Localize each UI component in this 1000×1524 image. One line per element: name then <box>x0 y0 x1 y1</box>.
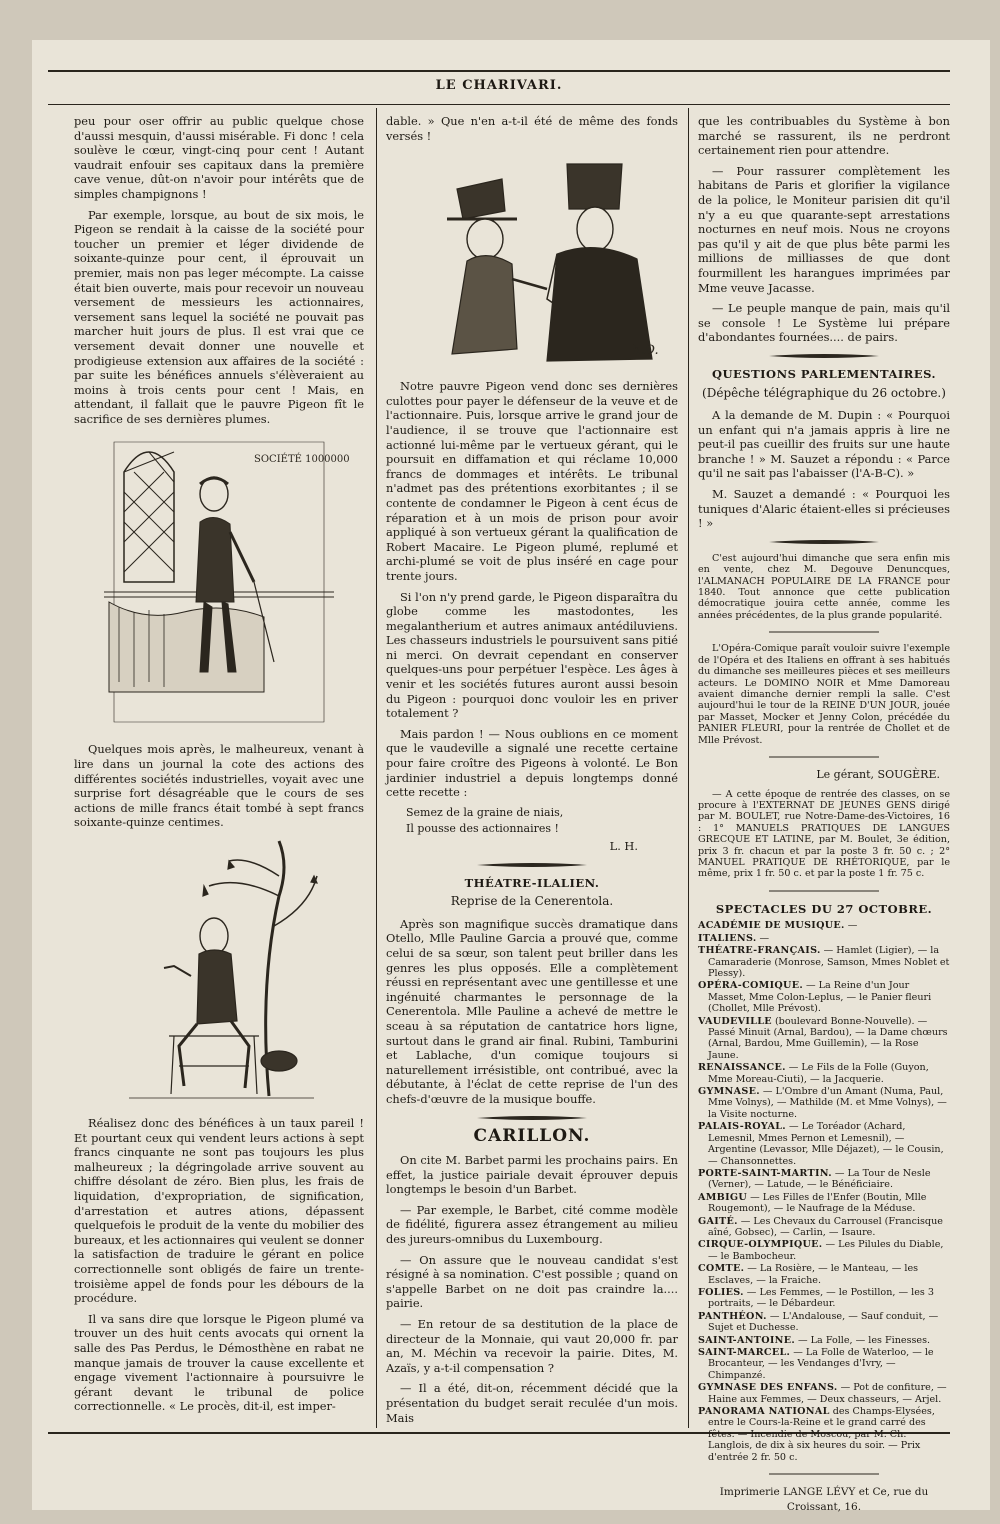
paragraph: — On assure que le nouveau candidat s'est résigné à sa nomination. C'est possible ; quand on s'appelle Barbet on ne doit pas craindre la.... pairie. <box>386 1252 678 1311</box>
section-heading-carillon: CARILLON. <box>473 1125 591 1146</box>
paragraph: L'Opéra-Comique paraît vouloir suivre l'exemple de l'Opéra et des Italiens en offrant à ses habitués du dimanche ses meilleures pièces et ses meilleurs acteurs. Le DOMINO NOIR et Mme Damoreau avaient dimanche dernier rempli la salle. C'est aujourd'hui le tour de la REINE D'UN JOUR, jouée par Masset, Mocker et Jenny Colon, précédée du PANIER FLEURI, pour la rentrée de Chollet et de Mlle Prévost. <box>698 643 950 746</box>
spectacle-theatre-name: GYMNASE DES ENFANS. <box>698 1382 838 1394</box>
printer-imprint: Imprimerie LANGE LÉVY et Ce, rue du Croissant, 16. <box>719 1486 929 1513</box>
gerant-signature: Le gérant, SOUGÈRE. <box>816 767 940 781</box>
paragraph: On cite M. Barbet parmi les prochains pairs. En effet, la justice pairiale devait éprouver depuis longtemps le besoin d'un Barbet. <box>386 1153 678 1197</box>
paragraph: — Il a été, dit-on, récemment décidé que la présentation du budget serait reculée d'un mois. Mais <box>386 1381 678 1425</box>
spectacle-theatre-name: PORTE-SAINT-MARTIN. <box>698 1167 832 1179</box>
section-heading-spectacles: SPECTACLES DU 27 OCTOBRE. <box>715 901 933 916</box>
spectacle-item <box>698 920 950 931</box>
ornament-rule <box>769 1471 879 1477</box>
spectacle-theatre-name: SAINT-ANTOINE. <box>698 1334 795 1346</box>
spectacles-list <box>698 920 950 1463</box>
paragraph: — A cette époque de rentrée des classes, on se procure à l'EXTERNAT DE JEUNES GENS dirigé par M. BOULET, rue Notre-Dame-des-Victoires, 16 : 1° MANUELS PRATIQUES DE LANGUES GRECQUE ET LATINE, par M. Boulet, 3e édition, prix 3 fr. chacun et par la poste 3 fr. 50 c. ; 2° MANUEL PRATIQUE DE RHÉTORIQUE, par le même, prix 1 fr. 50 c. et par la poste 1 fr. 75 c. <box>698 788 950 880</box>
paragraph: C'est aujourd'hui dimanche que sera enfin mis en vente, chez M. Degouve Denuncques, l'ALMANACH POPULAIRE DE LA FRANCE pour 1840. Tout annonce que cette publication démocratique jouira cette année, comme les années précédentes, de la plus grande popularité. <box>698 552 950 621</box>
paragraph: Notre pauvre Pigeon vend donc ses dernières culottes pour payer le défenseur de la veuve et de l'actionnaire. Puis, lorsque arrive le grand jour de l'audience, il se trouve que l'actionnaire est actionné lui-même par le vertueux gérant, qui le poursuit en diffamation et qui réclame 10,000 francs de dommages et intérêts. Le tribunal n'admet pas des prétentions exorbitantes ; il se contente de condamner le Pigeon à cent écus de réparation et à un mois de prison pour avoir appliqué à son vertueux gérant la qualification de Robert Macaire. Le Pigeon plumé, replumé et archi-plumé se voit de plus inséré en cage pour trente jours. <box>386 379 678 583</box>
spectacle-program: — Les Pilules du Diable, — le Bambocheur. <box>708 1239 944 1262</box>
spectacle-item <box>698 945 950 979</box>
spectacle-theatre-name: SAINT-MARCEL. <box>698 1347 791 1358</box>
spectacle-item <box>698 1406 950 1463</box>
spectacle-program: — La Rosière, — le Manteau, — les Esclaves, — la Fraiche. <box>708 1263 919 1286</box>
newspaper-page <box>48 70 950 1513</box>
column-3 <box>698 114 950 1520</box>
spectacle-program: — Hamlet (Ligier), — la Camaraderie (Monrose, Samson, Mmes Noblet et Plessy). <box>708 945 950 979</box>
verse-line: Semez de la graine de niais, <box>406 805 564 819</box>
section-heading-theatre: THÉATRE-ILALIEN. <box>464 875 600 890</box>
spectacle-program: (boulevard Bonne-Nouvelle). — Passé Minuit (Arnal, Bardou), — la Dame chœurs (Arnal, Bardou, Mme Guillemin), — la Rose Jaune. <box>708 1015 948 1061</box>
spectacle-theatre-name: AMBIGU <box>698 1191 748 1203</box>
paragraph: — En retour de sa destitution de la place de directeur de la Monnaie, qui vaut 20,000 fr. par an, M. Méchin va recevoir la pairie. Dites, M. Azaïs, y a-t-il compensation ? <box>386 1317 678 1375</box>
spectacle-item <box>698 1335 950 1346</box>
ornament-rule <box>477 862 587 868</box>
spectacle-theatre-name: CIRQUE-OLYMPIQUE. <box>698 1239 823 1251</box>
paragraph: A la demande de M. Dupin : « Pourquoi un enfant qui n'a jamais appris à lire ne peut-il pas cueillir des fruits sur une haute branche ! » M. Sauzet a répondu : « Parce qu'il ne sait pas l'abaisser (l'A-B-C). » <box>698 408 950 481</box>
ornament-rule <box>477 1115 587 1121</box>
author-initials: L. H. <box>609 839 638 853</box>
paragraph: Mais pardon ! — Nous oublions en ce moment que le vaudeville a signalé une recette certaine pour faire croître des Pigeons à volonté. Le Bon jardinier industriel a depuis longtemps donné cette recette : <box>386 726 678 800</box>
ornament-rule <box>769 539 879 545</box>
verse-line: Il pousse des actionnaires ! <box>406 822 559 836</box>
sign-board-text: SOCIÉTÉ 1000000 <box>254 454 350 466</box>
masthead: LE CHARIVARI. <box>435 78 563 93</box>
illustration-man-under-tree <box>119 836 319 1106</box>
paragraph: dable. » Que n'en a-t-il été de même des fonds versés ! <box>386 114 678 143</box>
paragraph: — Le peuple manque de pain, mais qu'il se console ! Le Système lui prépare d'abondantes fournées.... de pairs. <box>698 301 950 345</box>
paragraph: — Pour rassurer complètement les habitans de Paris et glorifier la vigilance de la police, le Moniteur parisien dit qu'il n'y a eu que quarante-sept arrestations nocturnes en neuf mois. Nous ne croyons pas qu'il y ait de que plus bête parmi les millions de milliasses de que dont fourmillent les harangues imprimées par Mme veuve Jacasse. <box>698 163 950 295</box>
paragraph: Si l'on n'y prend garde, le Pigeon disparaîtra du globe comme les mastodontes, les megalantherium et autres animaux antédiluviens. Les chasseurs industriels le poursuivent sans pitié ni merci. On devrait cependant en conserver quelques-uns pour perpétuer l'espèce. Les âges à venir et les sociétés futures auront aussi besoin du Pigeon : pourquoi donc vouloir les en priver totalement ? <box>386 589 678 721</box>
column-2 <box>386 114 678 1431</box>
ornament-rule <box>769 629 879 635</box>
column-1 <box>74 114 364 1420</box>
spectacle-theatre-name: PANORAMA NATIONAL <box>698 1406 830 1418</box>
spectacle-item <box>698 1287 950 1310</box>
spectacle-program: — Les Femmes, — le Postillon, — les 3 portraits, — le Débardeur. <box>708 1286 934 1310</box>
spectacle-item <box>698 1311 950 1334</box>
spectacle-item <box>698 1263 950 1286</box>
spectacle-theatre-name: FOLIES. <box>698 1286 744 1298</box>
spectacle-program: — Le Toréador (Achard, Lemesnil, Mmes Pernon et Lemesnil), — Argentine (Levassor, Mlle Déjazet), — le Cousin, — Chansonnettes. <box>708 1121 944 1167</box>
spectacle-item <box>698 1216 950 1239</box>
ornament-rule <box>769 754 879 760</box>
column-rule-1 <box>376 108 377 1428</box>
spectacle-program: — La Folle, — les Finesses. <box>794 1334 931 1346</box>
artist-signature: h.D. <box>632 343 659 359</box>
spectacle-theatre-name: GAITÉ. <box>698 1215 738 1227</box>
spectacle-theatre-name: THÉATRE-FRANÇAIS. <box>698 945 821 957</box>
spectacle-item <box>698 1062 950 1085</box>
spectacle-theatre-name: COMTE. <box>698 1263 745 1275</box>
paragraph: Par exemple, lorsque, au bout de six mois, le Pigeon se rendait à la caisse de la société pour toucher un premier et léger dividende de soixante-quinze pour cent, il éprouvait un premier, mais non pas leger mécompte. La caisse était bien ouverte, mais pour recevoir un nouveau versement de messieurs les actionnaires, versement sans lequel la société ne pouvait pas marcher huit jours de plus. Il est vrai que ce versement devait donner une nouvelle et prodigieuse extension aux affaires de la société : par suite les bénéfices annuels s'élèveraient au moins à trois cents pour cent ! Mais, en attendant, il fallait que le pauvre Pigeon fît le sacrifice de ses dernières plumes. <box>74 207 364 426</box>
spectacle-theatre-name: RENAISSANCE. <box>698 1062 786 1074</box>
spectacle-program: — Les Filles de l'Enfer (Boutin, Mlle Rougemont), — le Naufrage de la Méduse. <box>708 1191 927 1215</box>
spectacle-item <box>698 1121 950 1167</box>
section-subheading: Reprise de la Cenerentola. <box>450 894 614 909</box>
spectacle-program: des Champs-Elysées, entre le Cours-la-Reine et le grand carré des fêtes. — Incendie de Moscou, par M. Ch. Langlois, de dix à six heures du soir. — Prix d'entrée 2 fr. 50 c. <box>708 1406 935 1463</box>
spectacle-item <box>698 1347 950 1381</box>
spectacle-program: — <box>756 932 770 944</box>
paragraph: M. Sauzet a demandé : « Pourquoi les tuniques d'Alaric étaient-elles si précieuses ! » <box>698 487 950 531</box>
spectacle-program: — La Tour de Nesle (Verner), — Latude, — le Bénéficiaire. <box>708 1167 931 1191</box>
spectacle-item <box>698 1086 950 1120</box>
illustration-two-men <box>397 149 667 369</box>
column-rule-2 <box>688 108 689 1428</box>
paragraph: Réalisez donc des bénéfices à un taux pareil ! Et pourtant ceux qui vendent leurs actions à sept francs cinquante ne sont pas toujours les plus malheureux ; la dégringolade arrive souvent au chiffre désolant de zéro. Bien plus, les frais de liquidation, d'expropriation, de signification, d'arrestation et autres ations, dépassent quelquefois le produit de la vente du mobilier des bureaux, et les actionnaires qui veulent se donner la satisfaction de traduire le gérant en police correctionnelle sont obligés de faire un trente-troisième appel de fonds pour les débours de la procédure. <box>74 1116 364 1306</box>
spectacle-item <box>698 933 950 944</box>
spectacle-item <box>698 1192 950 1215</box>
spectacle-program: — L'Ombre d'un Amant (Numa, Paul, Mme Volnys), — Mathilde (M. et Mme Volnys), — la Visite nocturne. <box>708 1086 947 1120</box>
spectacle-theatre-name: ACADÉMIE DE MUSIQUE. <box>698 920 845 932</box>
spectacle-program: — La Reine d'un Jour Masset, Mme Colon-Leplus, — le Panier fleuri (Chollet, Mlle Prévost). <box>708 980 932 1015</box>
section-subheading: (Dépêche télégraphique du 26 octobre.) <box>702 385 946 400</box>
paragraph: Après son magnifique succès dramatique dans Otello, Mlle Pauline Garcia a prouvé que, comme celui de sa sœur, son talent peut briller dans les genres les plus opposés. Elle a complètement réussi en représentant avec une gentillesse et une ingénuité charmantes le personnage de la Cenerentola. Mlle Pauline a achevé de mettre le sceau à sa réputation de cantatrice hors ligne, surtout dans le grand air final. Rubini, Tamburini et Lablache, d'un comique toujours si naturellement irrésistible, ont contribué, avec la débutante, à l'éclat de cette reprise de l'un des chefs-d'œuvre de la musique bouffe. <box>386 916 678 1106</box>
spectacle-program: — L'Andalouse, — Sauf conduit, — Sujet et Duchesse. <box>708 1310 939 1334</box>
paragraph: que les contribuables du Système à bon marché se rassurent, ils ne perdront certainement rien pour attendre. <box>698 114 950 158</box>
paragraph: Quelques mois après, le malheureux, venant à lire dans un journal la cote des actions des différentes sociétés industrielles, voyait avec une surprise fort désagréable que le cours de ses actions de mille francs était tombé à sept francs soixante-quinze centimes. <box>74 742 364 830</box>
spectacle-theatre-name: PANTHÉON. <box>698 1310 767 1322</box>
ornament-rule <box>769 353 879 359</box>
spectacle-program: — Pot de confiture, — Haine aux Femmes, — Deux chasseurs, — Arjel. <box>708 1382 947 1405</box>
spectacle-theatre-name: VAUDEVILLE <box>698 1015 772 1027</box>
illustration-man-at-window <box>104 432 350 732</box>
spectacle-program: — Les Chevaux du Carrousel (Francisque aîné, Gobsec), — Carlin, — Isaure. <box>708 1215 943 1238</box>
spectacle-theatre-name: OPÉRA-COMIQUE. <box>698 980 803 992</box>
ornament-rule <box>769 888 879 894</box>
spectacle-item <box>698 980 950 1014</box>
spectacle-program: — Le Fils de la Folle (Guyon, Mme Moreau-Ciuti), — la Jacquerie. <box>708 1062 929 1085</box>
spectacle-theatre-name: GYMNASE. <box>698 1086 760 1098</box>
spectacle-theatre-name: ITALIENS. <box>698 932 757 944</box>
paragraph: Il va sans dire que lorsque le Pigeon plumé va trouver un des huit cents avocats qui ornent la salle des Pas Perdus, le Démosthène en rabat ne manque jamais de trouver la cause excellente et engage vivement l'actionnaire à poursuivre le gérant devant le tribunal de police correctionnelle. « Le procès, dit-il, est imper- <box>74 1311 364 1414</box>
spectacle-item <box>698 1168 950 1191</box>
paragraph: peu pour oser offrir au public quelque chose d'aussi mesquin, d'aussi misérable. Fi donc ! cela soulève le cœur, vingt-cinq pour cent ! Autant vaudrait enfouir ses capitaux dans la première cave venue, dût-on n'avoir pour intérêts que de simples champignons ! <box>74 114 364 201</box>
spectacle-program: — <box>844 920 858 932</box>
paragraph: — Par exemple, le Barbet, cité comme modèle de fidélité, figurera assez étrangement au milieu des jureurs-omnibus du Luxembourg. <box>386 1202 678 1247</box>
spectacle-theatre-name: PALAIS-ROYAL. <box>698 1121 786 1133</box>
section-heading-questions: QUESTIONS PARLEMENTAIRES. <box>712 366 936 381</box>
spectacle-item <box>698 1239 950 1262</box>
masthead-rule <box>48 104 950 105</box>
spectacle-item <box>698 1016 950 1062</box>
spectacle-program: — La Folle de Waterloo, — le Brocanteur, — les Vendanges d'Ivry, — Chimpanzé. <box>708 1347 934 1381</box>
spectacle-item <box>698 1382 950 1405</box>
